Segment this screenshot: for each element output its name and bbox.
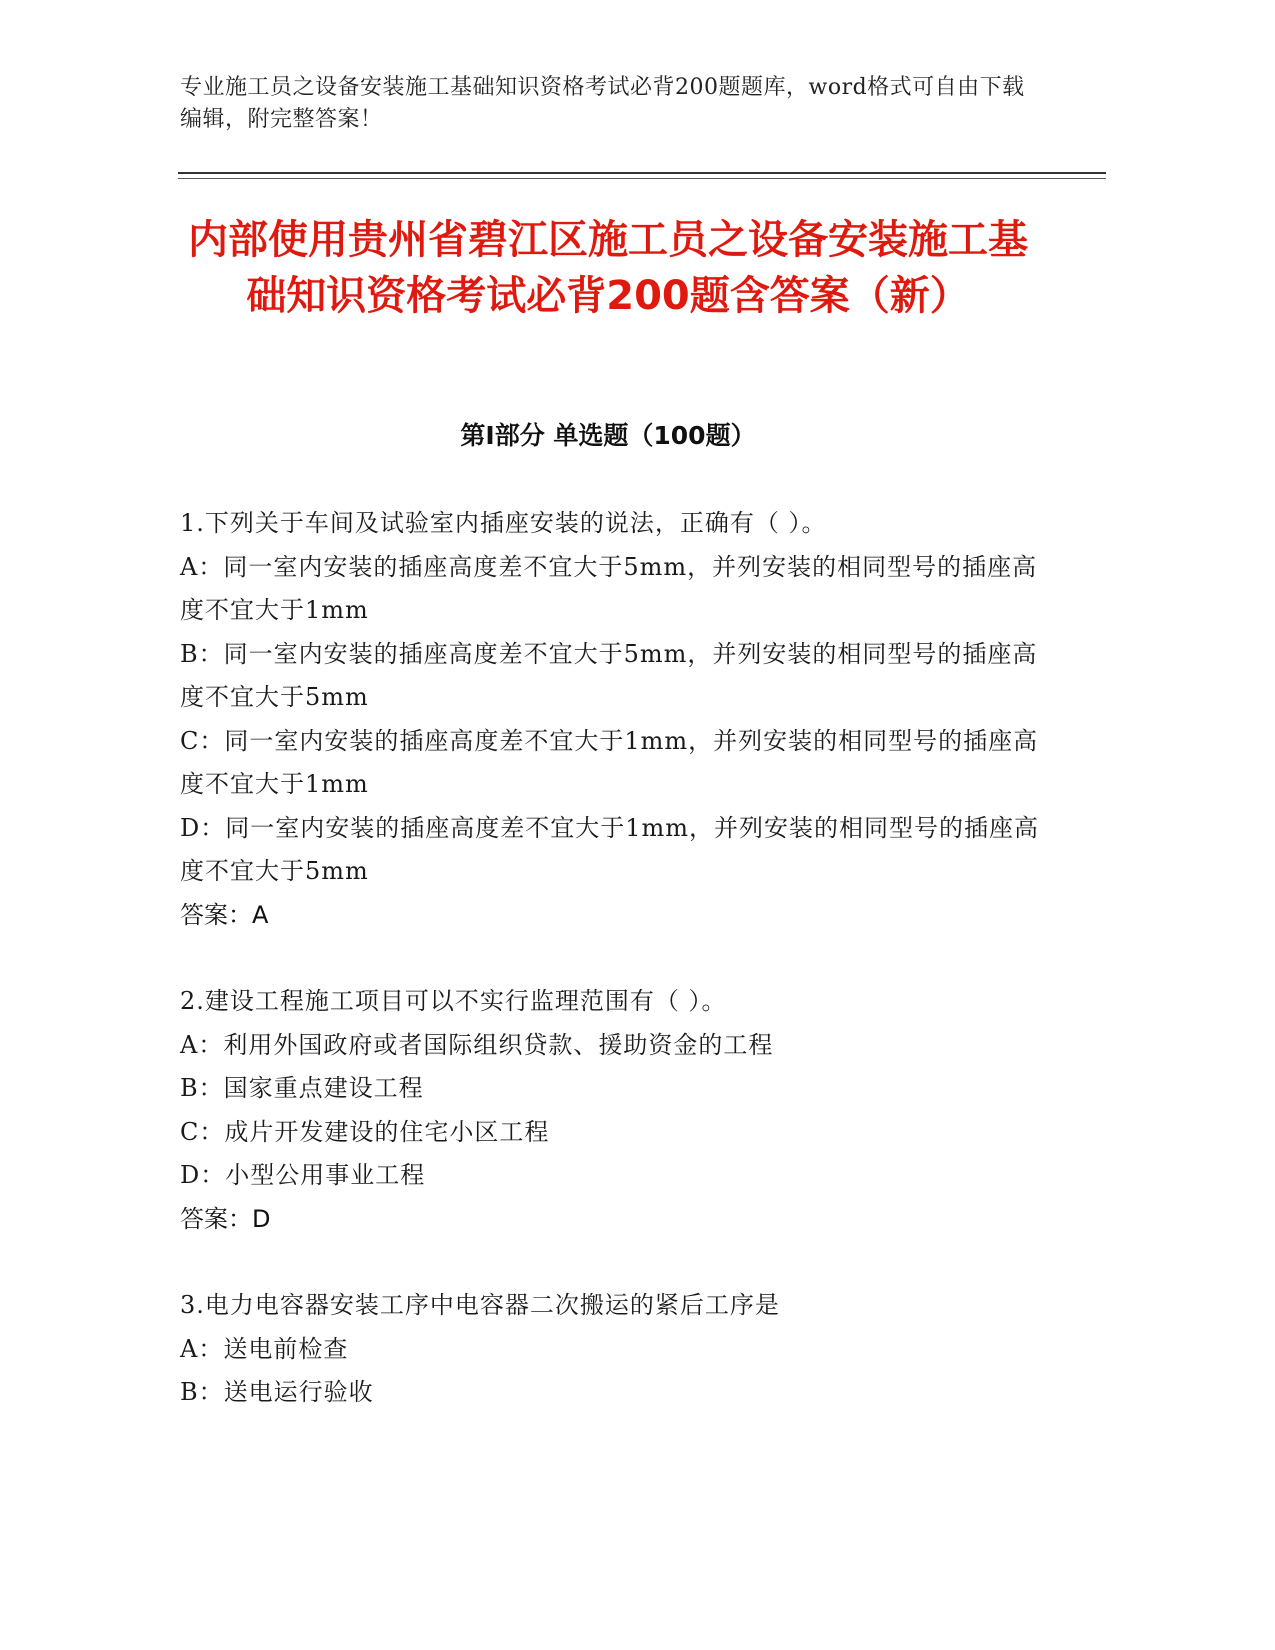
question-list <box>180 502 1040 1458</box>
option-b: B：同一室内安装的插座高度差不宜大于5mm，并列安装的相同型号的插座高度不宜大于5mm <box>180 639 1038 711</box>
option-c: C：同一室内安装的插座高度差不宜大于1mm，并列安装的相同型号的插座高度不宜大于1mm <box>180 726 1039 798</box>
answer: 答案：A <box>180 900 269 929</box>
question-stem: 1.下列关于车间及试验室内插座安装的说法，正确有（ ）。 <box>180 509 827 537</box>
header-divider-thin <box>178 178 1106 179</box>
answer: 答案：D <box>180 1204 271 1233</box>
document-title: 内部使用贵州省碧江区施工员之设备安装施工基础知识资格考试必背200题含答案（新） <box>188 217 1028 319</box>
option-d: D：同一室内安装的插座高度差不宜大于1mm，并列安装的相同型号的插座高度不宜大于5mm <box>180 813 1040 885</box>
section-heading: 第Ⅰ部分 单选题（100题） <box>460 421 756 450</box>
option-b: B：送电运行验收 <box>180 1378 374 1406</box>
option-c: C：成片开发建设的住宅小区工程 <box>180 1117 550 1146</box>
option-a: A：同一室内安装的插座高度差不宜大于5mm，并列安装的相同型号的插座高度不宜大于1mm <box>180 552 1038 624</box>
header-note: 专业施工员之设备安装施工基础知识资格考试必背200题题库，word格式可自由下载编辑，附完整答案！ <box>180 75 1025 132</box>
option-d: D：小型公用事业工程 <box>180 1161 426 1189</box>
question-stem: 2.建设工程施工项目可以不实行监理范围有（ ）。 <box>180 987 727 1015</box>
question-3 <box>180 1284 1040 1415</box>
header-divider-thick <box>178 172 1106 174</box>
question-stem: 3.电力电容器安装工序中电容器二次搬运的紧后工序是 <box>180 1291 780 1319</box>
question-1 <box>180 502 1040 937</box>
option-a: A：送电前检查 <box>180 1334 349 1363</box>
option-a: A：利用外国政府或者国际组织贷款、援助资金的工程 <box>180 1030 774 1059</box>
option-b: B：国家重点建设工程 <box>180 1074 424 1102</box>
question-2 <box>180 980 1040 1241</box>
